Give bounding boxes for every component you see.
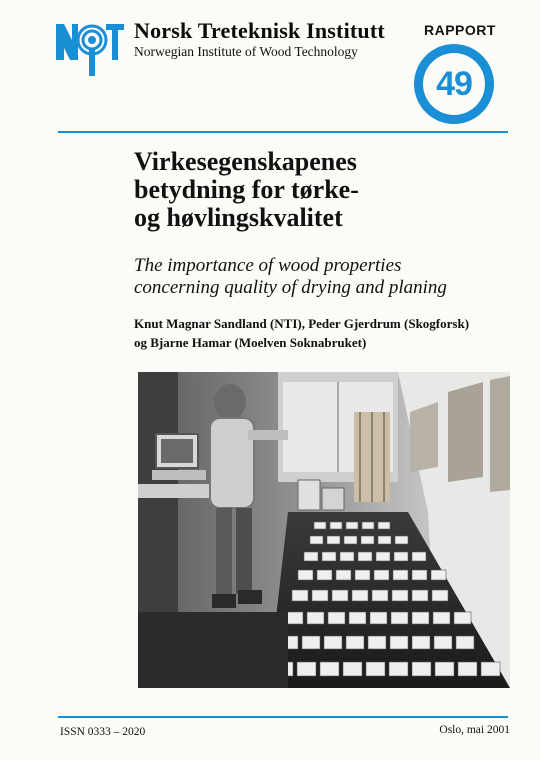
rapport-label: RAPPORT [424, 22, 496, 38]
nti-logo-icon [54, 18, 126, 80]
title-english-line: The importance of wood properties [134, 255, 402, 276]
rapport-number-badge [414, 44, 494, 124]
authors-line: Knut Magnar Sandland (NTI), Peder Gjerdrum (Skogforsk) [134, 316, 470, 331]
footer-divider [58, 716, 508, 718]
title-norwegian-line: Virkesegenskapenes [134, 147, 357, 176]
org-name: Norsk Treteknisk Institutt [134, 18, 385, 43]
authors [134, 314, 514, 352]
rapport-badge-inner [423, 53, 485, 115]
title-norwegian-line: og høvlingskvalitet [134, 203, 343, 232]
title-english-line: concerning quality of drying and planing [134, 277, 447, 298]
title-norwegian [134, 148, 494, 232]
place-date: Oslo, mai 2001 [439, 724, 510, 736]
org-name-english: Norwegian Institute of Wood Technology [134, 44, 358, 59]
title-english [134, 255, 524, 299]
rapport-number: 49 [436, 64, 472, 103]
header-divider [58, 131, 508, 133]
title-norwegian-line: betydning for tørke- [134, 175, 359, 204]
cover-photo-lab-icon [138, 372, 510, 688]
issn: ISSN 0333 – 2020 [60, 726, 146, 738]
authors-line: og Bjarne Hamar (Moelven Soknabruket) [134, 335, 367, 350]
